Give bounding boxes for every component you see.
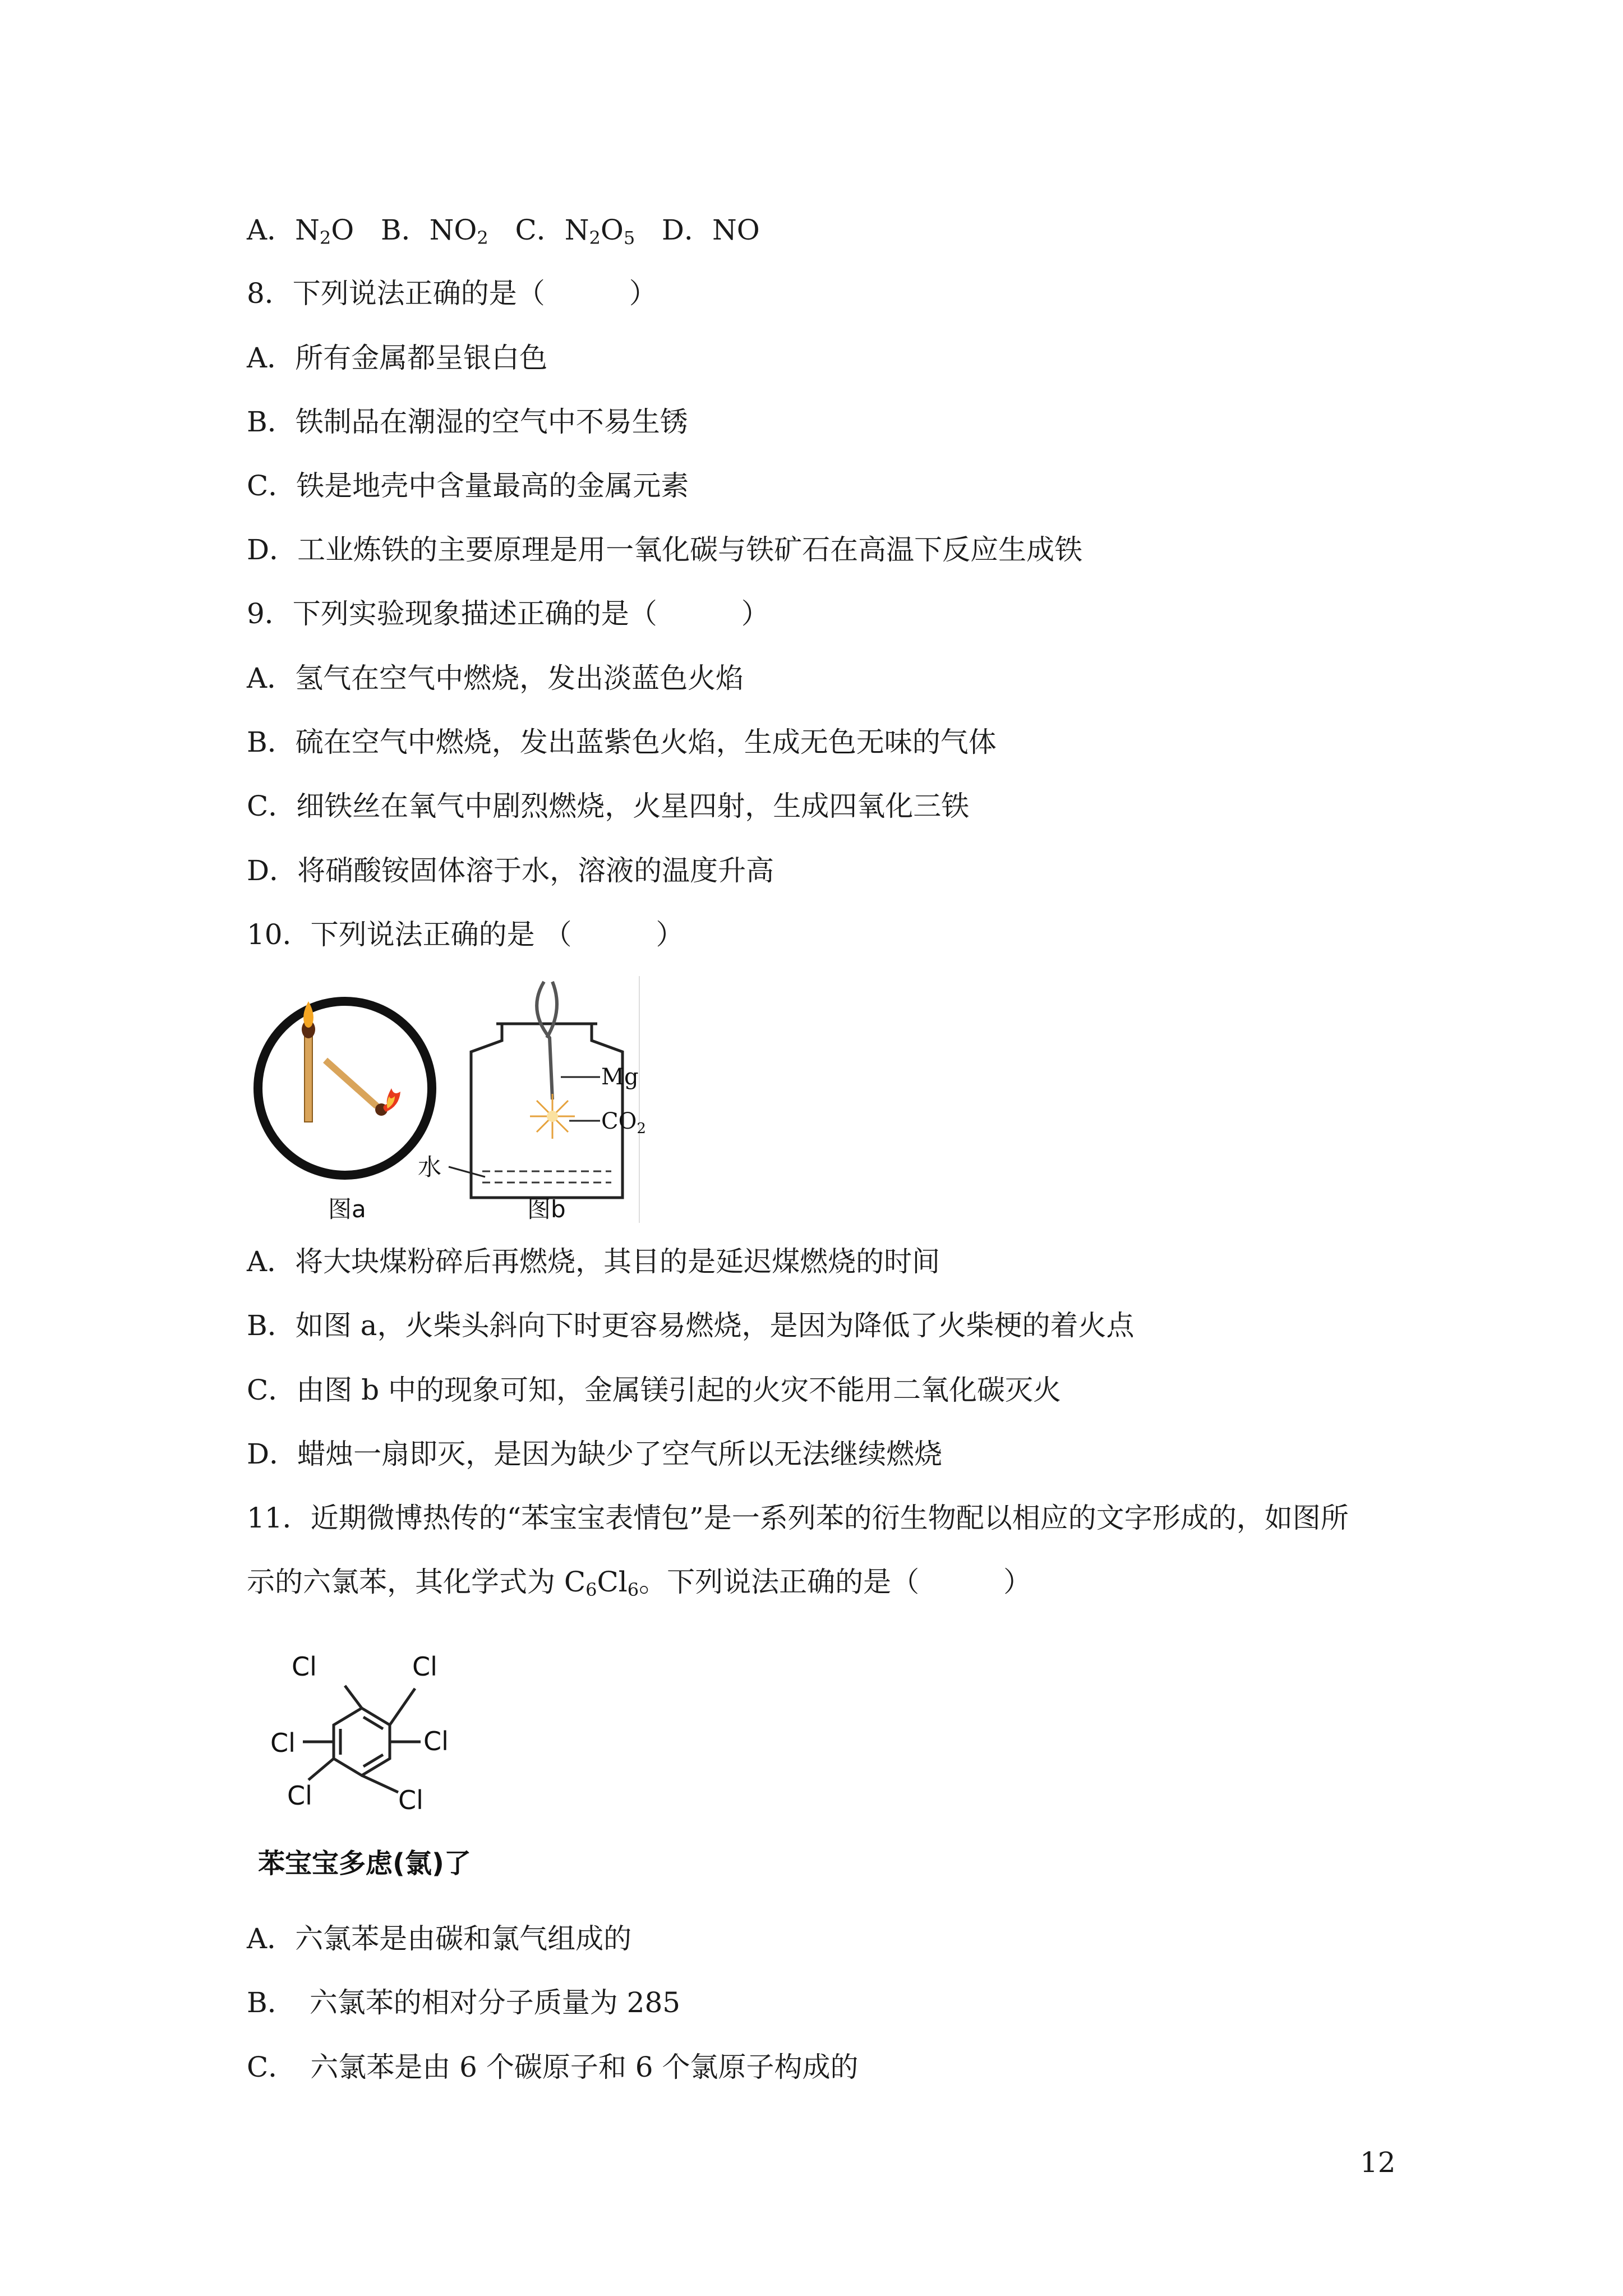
cl-label-left: Cl: [270, 1728, 296, 1758]
q8-stem: 8．下列说法正确的是（ ）: [247, 277, 657, 310]
page-number: 12: [1360, 2146, 1396, 2179]
q9-option-c: C．细铁丝在氧气中剧烈燃烧，火星四射，生成四氧化三铁: [247, 790, 970, 822]
figure-b: [418, 976, 646, 1223]
q10-option-a: A．将大块煤粉碎后再燃烧，其目的是延迟煤燃烧的时间: [247, 1245, 940, 1278]
q10-figures: [247, 976, 646, 1223]
q11-option-a: A．六氯苯是由碳和氯气组成的: [247, 1922, 632, 1955]
q8-option-d: D．工业炼铁的主要原理是用一氧化碳与铁矿石在高温下反应生成铁: [247, 533, 1083, 566]
fig-b-co2-label: $CO_2$: [601, 1108, 646, 1137]
q9-option-d: D．将硝酸铵固体溶于水，溶液的温度升高: [247, 854, 774, 887]
q9-option-b: B．硫在空气中燃烧，发出蓝紫色火焰，生成无色无味的气体: [247, 726, 997, 758]
cl-label-bottom-right: Cl: [398, 1785, 423, 1815]
q8-option-c: C．铁是地壳中含量最高的金属元素: [247, 470, 689, 502]
benzene-caption: 苯宝宝多虑(氯)了: [258, 1848, 471, 1879]
cl-label-top-right: Cl: [412, 1651, 437, 1682]
q10-stem: 10．下列说法正确的是 （ ）: [247, 918, 684, 951]
q11-option-b: B． 六氯苯的相对分子质量为 285: [247, 1986, 681, 2019]
q10-option-b: B．如图 a，火柴头斜向下时更容易燃烧，是因为降低了火柴梗的着火点: [247, 1309, 1135, 1342]
cl-label-bottom-left: Cl: [287, 1780, 312, 1811]
q11-stem-line2: 示的六氯苯，其化学式为 $C_6Cl_6$。下列说法正确的是（ ）: [247, 1566, 1032, 1600]
fig-b-mg-label: Mg: [601, 1064, 639, 1090]
hexachlorobenzene-figure: [247, 1630, 505, 1899]
q8-option-a: A．所有金属都呈银白色: [247, 342, 548, 374]
cl-label-top-left: Cl: [292, 1651, 317, 1682]
fig-b-caption: 图b: [527, 1195, 566, 1223]
cl-label-right: Cl: [423, 1726, 449, 1756]
match-and-mg-figure: [247, 976, 646, 1223]
q10-option-d: D．蜡烛一扇即灭，是因为缺少了空气所以无法继续燃烧: [247, 1438, 943, 1470]
fig-b-water-label: 水: [418, 1153, 442, 1181]
q10-option-c: C．由图 b 中的现象可知，金属镁引起的火灾不能用二氧化碳灭火: [247, 1374, 1062, 1406]
q9-stem: 9．下列实验现象描述正确的是（ ）: [247, 597, 769, 630]
q7-options: A．$N_2O$ B．$NO_2$ C．$N_2O_5$ D．NO: [247, 214, 760, 249]
fig-a-caption: 图a: [328, 1195, 366, 1223]
q11-option-c: C． 六氯苯是由 6 个碳原子和 6 个氯原子构成的: [247, 2051, 859, 2083]
hexachlorobenzene-structure: [247, 1630, 505, 1899]
q8-option-b: B．铁制品在潮湿的空气中不易生锈: [247, 406, 688, 438]
q11-stem-line1: 11．近期微博热传的“苯宝宝表情包”是一系列苯的衍生物配以相应的文字形成的，如图所: [247, 1502, 1349, 1534]
figure-a: [258, 1001, 432, 1175]
q9-option-a: A．氢气在空气中燃烧，发出淡蓝色火焰: [247, 662, 744, 694]
